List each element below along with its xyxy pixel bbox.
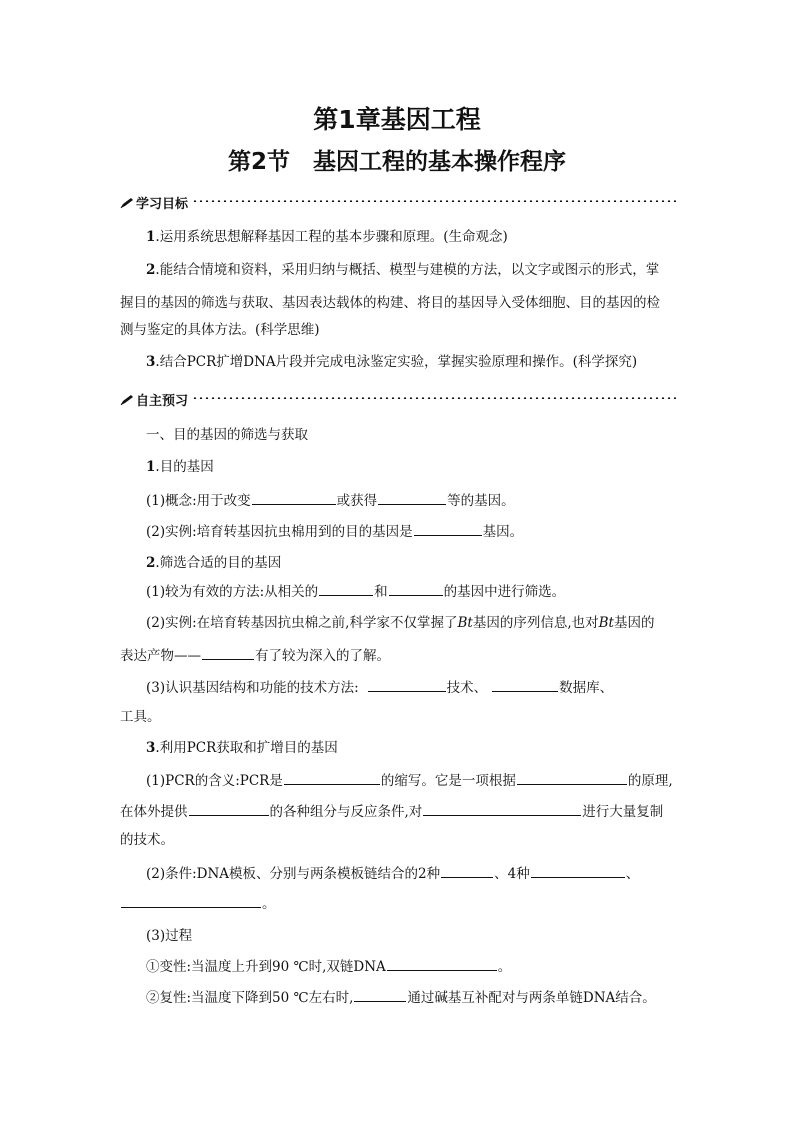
answer-blank[interactable]: [189, 803, 269, 816]
answer-blank[interactable]: [492, 679, 558, 692]
answer-blank[interactable]: [284, 772, 380, 785]
paragraph-method: (1)较为有效的方法:从相关的 和 的基因中进行筛选。: [146, 584, 566, 600]
answer-blank[interactable]: [423, 803, 581, 816]
preview-label: 自主预习: [136, 394, 189, 409]
answer-blank[interactable]: [378, 492, 446, 505]
paragraph-bt-1: (2)实例:在培育转基因抗虫棉之前,科学家不仅掌握了Bt基因的序列信息,也对Bt基因的: [146, 615, 655, 631]
paragraph-denature: ①变性:当温度上升到90 ℃时,双链DNA 。: [146, 959, 512, 975]
answer-blank[interactable]: [517, 772, 627, 785]
subheading-3: 3.利用PCR获取和扩增目的基因: [146, 740, 338, 756]
answer-blank[interactable]: [354, 989, 406, 1002]
answer-blank[interactable]: [252, 492, 336, 505]
paragraph-concept: (1)概念:用于改变 或获得 等的基因。: [146, 493, 515, 509]
paragraph-pcr-1: (1)PCR的含义:PCR是 的缩写。它是一项根据 的原理,: [146, 773, 673, 789]
dotted-divider: [192, 200, 676, 202]
paragraph-techniques-2: 工具。: [120, 709, 161, 725]
dotted-divider: [192, 397, 676, 399]
answer-blank[interactable]: [202, 647, 254, 660]
answer-blank[interactable]: [441, 865, 493, 878]
paragraph-anneal: ②复性:当温度下降到50 ℃左右时, 通过碱基互补配对与两条单链DNA结合。: [146, 990, 656, 1006]
answer-blank[interactable]: [387, 958, 497, 971]
paragraph-example: (2)实例:培育转基因抗虫棉用到的目的基因是 基因。: [146, 524, 524, 540]
pen-icon: [120, 197, 134, 209]
goals-header: [120, 193, 676, 212]
chapter-title: 第1章基因工程: [313, 105, 481, 134]
answer-blank[interactable]: [121, 895, 261, 908]
pen-icon: [120, 394, 134, 406]
goal-3: 3.结合PCR扩增DNA片段并完成电泳鉴定实验，掌握实验原理和操作。(科学探究): [146, 354, 638, 370]
paragraph-conditions-2: 。: [120, 895, 276, 912]
paragraph-pcr-2: 在体外提供 的各种组分与反应条件,对 进行大量复制: [120, 804, 664, 820]
goal-2-line-3: 测与鉴定的具体方法。(科学思维): [120, 322, 320, 338]
preview-header: [120, 390, 676, 409]
subheading-1: 1.目的基因: [146, 459, 214, 475]
heading-1: 一、目的基因的筛选与获取: [146, 427, 308, 443]
answer-blank[interactable]: [389, 583, 443, 596]
goal-2-line-1: 2.能结合情境和资料，采用归纳与概括、模型与建模的方法，以文字或图示的形式，掌: [146, 262, 660, 278]
paragraph-conditions-1: (2)条件:DNA模板、分别与两条模板链结合的2种 、4种 、: [146, 866, 640, 882]
subheading-2: 2.筛选合适的目的基因: [146, 555, 282, 571]
section-title: 第2节 基因工程的基本操作程序: [227, 149, 566, 175]
answer-blank[interactable]: [368, 679, 446, 692]
answer-blank[interactable]: [531, 865, 625, 878]
goals-label: 学习目标: [136, 197, 189, 212]
goal-1: 1.运用系统思想解释基因工程的基本步骤和原理。(生命观念): [146, 229, 508, 245]
paragraph-process: (3)过程: [146, 928, 193, 944]
answer-blank[interactable]: [414, 523, 482, 536]
paragraph-bt-2: 表达产物—— 有了较为深入的了解。: [120, 648, 390, 664]
goal-2-line-2: 握目的基因的筛选与获取、基因表达载体的构建、将目的基因导入受体细胞、目的基因的检: [120, 295, 660, 311]
paragraph-techniques-1: (3)认识基因结构和功能的技术方法: 技术、 数据库、: [146, 680, 614, 696]
answer-blank[interactable]: [319, 583, 373, 596]
paragraph-pcr-3: 的技术。: [120, 832, 174, 848]
